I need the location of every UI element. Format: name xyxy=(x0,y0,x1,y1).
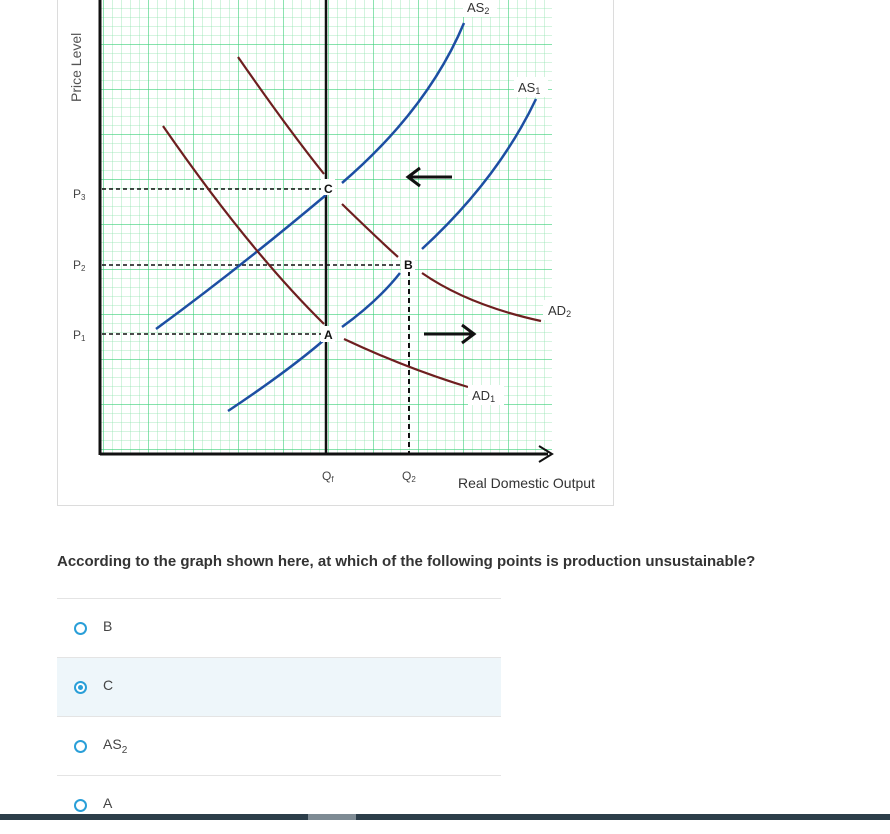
point-c-label: C xyxy=(324,182,333,196)
choice-as2[interactable] xyxy=(57,716,501,775)
x-axis-label: Real Domestic Output xyxy=(458,475,595,491)
ad1-label: AD1 xyxy=(472,388,496,404)
point-a-label: A xyxy=(324,328,333,342)
ad2-label: AD2 xyxy=(548,303,572,319)
choice-label: C xyxy=(103,677,114,694)
p3-label: P3 xyxy=(73,187,86,202)
question-text: According to the graph shown here, at which of the following points is production unsustainable? xyxy=(57,553,756,570)
choice-label: A xyxy=(103,795,113,812)
graph-card xyxy=(57,0,614,506)
choice-c[interactable] xyxy=(57,657,501,716)
scrollbar-thumb[interactable] xyxy=(308,814,356,820)
p2-label: P2 xyxy=(73,258,86,273)
y-axis-label: Price Level xyxy=(68,32,84,102)
answer-choices xyxy=(57,598,501,834)
as2-label: AS2 xyxy=(467,0,490,16)
bottom-scrollbar[interactable] xyxy=(0,814,890,820)
qf-label: Qf xyxy=(322,469,334,484)
radio-button[interactable] xyxy=(74,799,87,812)
choice-label: B xyxy=(103,618,113,635)
radio-button[interactable] xyxy=(74,740,87,753)
as1-label: AS1 xyxy=(518,80,541,96)
choice-label: $AS_2$ xyxy=(103,736,128,756)
point-b-label: B xyxy=(404,258,413,272)
economics-graph xyxy=(58,0,615,507)
radio-button[interactable] xyxy=(74,622,87,635)
choice-a[interactable] xyxy=(57,775,501,834)
choice-b[interactable] xyxy=(57,598,501,657)
radio-button[interactable] xyxy=(74,681,87,694)
q2-label: Q2 xyxy=(402,469,416,484)
p1-label: P1 xyxy=(73,328,86,343)
